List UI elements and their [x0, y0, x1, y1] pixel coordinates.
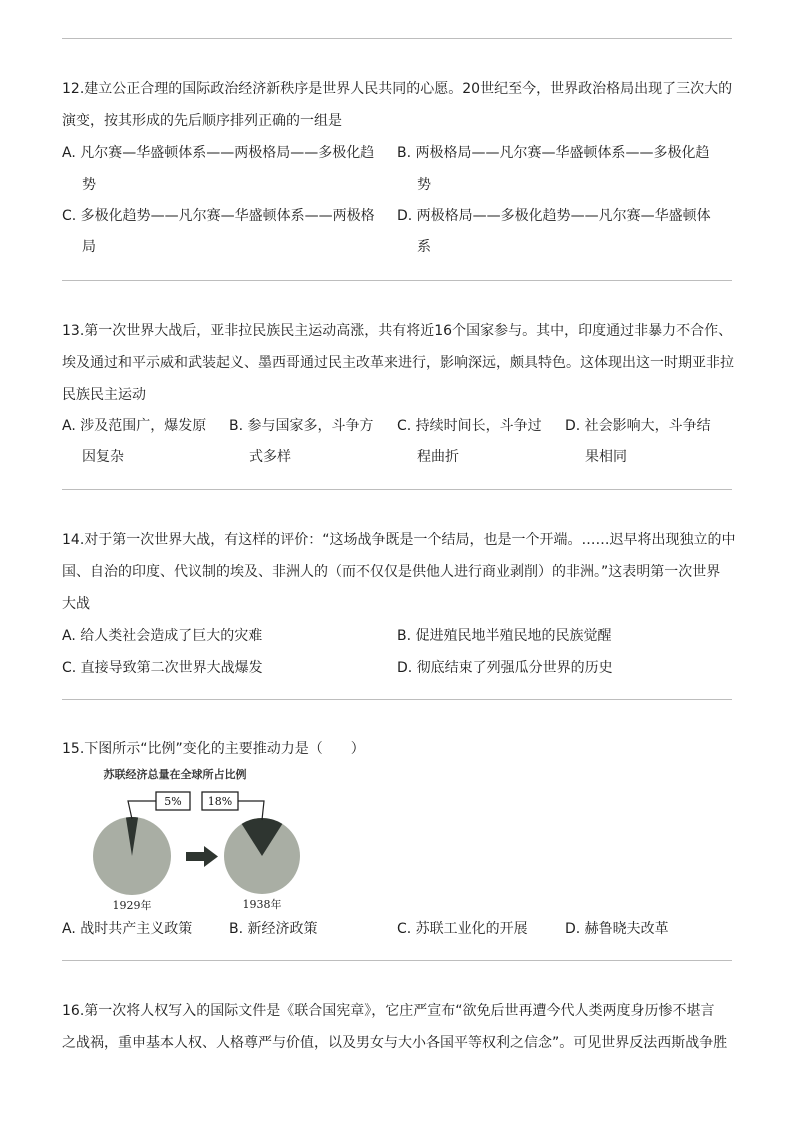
pie-1-share-label: 18% [207, 795, 233, 808]
q15-option-c[interactable]: C. 苏联工业化的开展 [397, 921, 528, 937]
q12-option-d-cont: 系 [417, 239, 431, 255]
divider [62, 280, 732, 281]
pie-0-share-label: 5% [164, 795, 182, 808]
arrow-icon [186, 846, 218, 867]
q12-option-c-cont: 局 [82, 239, 96, 255]
q14-option-d[interactable]: D. 彻底结束了列强瓜分世界的历史 [397, 660, 613, 676]
q13-option-d[interactable]: D. 社会影响大，斗争结 [565, 418, 711, 434]
q12-option-d[interactable]: D. 两极格局——多极化趋势——凡尔赛—华盛顿体 [397, 208, 711, 224]
pie-0-leader [128, 801, 156, 819]
q14-option-a[interactable]: A. 给人类社会造成了巨大的灾难 [62, 628, 263, 644]
divider [62, 489, 732, 490]
q13-stem-line-3: 民族民主运动 [62, 387, 146, 403]
q15-option-b[interactable]: B. 新经济政策 [229, 921, 318, 937]
q13-option-c-cont: 程曲折 [417, 449, 459, 465]
q15-option-a[interactable]: A. 战时共产主义政策 [62, 921, 193, 937]
q13-option-b[interactable]: B. 参与国家多，斗争方 [229, 418, 374, 434]
q14-stem-line-1: 14.对于第一次世界大战，有这样的评价：“这场战争既是一个结局，也是一个开端。……迟早将出现独立的中 [62, 532, 736, 548]
q14-stem-line-3: 大战 [62, 596, 90, 612]
pie-1-year-label: 1938年 [242, 898, 282, 911]
q14-option-b[interactable]: B. 促进殖民地半殖民地的民族觉醒 [397, 628, 612, 644]
q12-stem-line-1: 12.建立公正合理的国际政治经济新秩序是世界人民共同的心愿。20世纪至今，世界政治格局出现了三次大的 [62, 81, 733, 97]
q15-stem: 15.下图所示“比例”变化的主要推动力是（ ） [62, 741, 365, 757]
q16-stem-line-1: 16.第一次将人权写入的国际文件是《联合国宪章》，它庄严宣布“欲免后世再遭今代人类两度身历惨不堪言 [62, 1003, 715, 1019]
pie-0-year-label: 1929年 [112, 899, 152, 912]
q12-option-a[interactable]: A. 凡尔赛—华盛顿体系——两极格局——多极化趋 [62, 145, 375, 161]
q13-stem-line-2: 埃及通过和平示威和武装起义、墨西哥通过民主改革来进行，影响深远，颇具特色。这体现出这一时期亚非拉 [62, 355, 734, 371]
divider [62, 960, 732, 961]
q13-option-d-cont: 果相同 [585, 449, 627, 465]
q16-stem-line-2: 之战祸，重申基本人权、人格尊严与价值，以及男女与大小各国平等权利之信念”。可见世界反法西斯战争胜 [62, 1035, 728, 1051]
q12-option-b-cont: 势 [417, 177, 431, 193]
q12-stem-line-2: 演变，按其形成的先后顺序排列正确的一组是 [62, 113, 342, 129]
q14-option-c[interactable]: C. 直接导致第二次世界大战爆发 [62, 660, 263, 676]
q13-option-a-cont: 因复杂 [82, 449, 124, 465]
q13-option-b-cont: 式多样 [249, 449, 291, 465]
pie-chart-figure [90, 762, 320, 920]
q14-stem-line-2: 国、自治的印度、代议制的埃及、非洲人的（而不仅仅是供他人进行商业剥削）的非洲。”这表明第一次世界 [62, 564, 721, 580]
chart-title: 苏联经济总量在全球所占比例 [103, 768, 247, 781]
pie-chart-svg [90, 762, 320, 920]
q12-option-c[interactable]: C. 多极化趋势——凡尔赛—华盛顿体系——两极格 [62, 208, 375, 224]
q13-option-a[interactable]: A. 涉及范围广，爆发原 [62, 418, 207, 434]
q12-option-b[interactable]: B. 两极格局——凡尔赛—华盛顿体系——多极化趋 [397, 145, 710, 161]
pie-1-leader [238, 801, 264, 820]
q12-option-a-cont: 势 [82, 177, 96, 193]
q13-stem-line-1: 13.第一次世界大战后，亚非拉民族民主运动高涨，共有将近16个国家参与。其中，印度通过非暴力不合作、 [62, 323, 733, 339]
divider [62, 38, 732, 39]
divider [62, 699, 732, 700]
q15-option-d[interactable]: D. 赫鲁晓夫改革 [565, 921, 669, 937]
q13-option-c[interactable]: C. 持续时间长，斗争过 [397, 418, 542, 434]
